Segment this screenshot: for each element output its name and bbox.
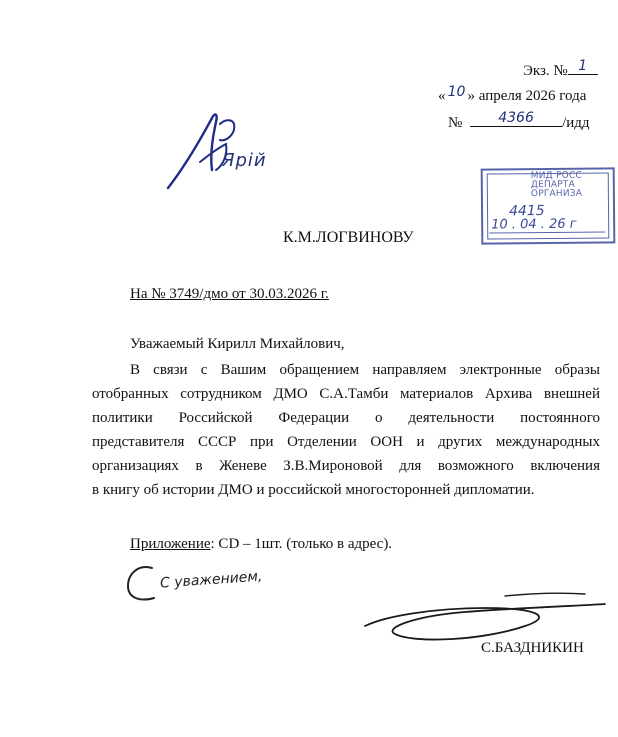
reference-line: На № 3749/дмо от 30.03.2026 г.	[130, 286, 329, 302]
date-open-quote: «	[438, 88, 446, 104]
body-line: организациях в Женеве З.В.Мироновой для возможного включения	[92, 458, 600, 474]
stamp-line-2: ДЕПАРТА	[530, 179, 575, 191]
stamp-date: 10 . 04 . 26 г	[491, 216, 577, 233]
signer-name: С.БАЗДНИКИН	[481, 640, 584, 656]
date-day-blank	[446, 84, 468, 100]
closing-handwritten: С уважением,	[159, 568, 263, 592]
copy-number: 1	[578, 58, 588, 74]
attachment-label: Приложение	[130, 536, 211, 552]
date-line	[438, 84, 586, 106]
letter-body	[92, 358, 600, 502]
reg-number-line	[448, 110, 590, 133]
body-line: отобранных сотрудником ДМО С.А.Тамби материалов Архива внешней	[92, 386, 600, 402]
resolution-text: Ярій	[222, 150, 267, 171]
body-line: политики Российской Федерации о деятельности постоянного	[92, 410, 600, 426]
reg-number-blank	[470, 110, 562, 127]
copy-number-blank	[568, 58, 598, 75]
attachment-text: : CD – 1шт. (только в адрес).	[210, 536, 393, 552]
date-rest: » апреля 2026 года	[467, 88, 587, 104]
reg-suffix: /идд	[562, 115, 590, 131]
stamp-number: 4415	[508, 203, 545, 220]
body-line: В связи с Вашим обращением направляем электронные образы	[130, 362, 600, 378]
date-day: 10	[447, 84, 466, 100]
registration-stamp	[481, 167, 616, 244]
reg-number: 4366	[498, 110, 534, 126]
stamp-line-1: МИД РОСС	[530, 170, 582, 182]
copy-label: Экз. №	[523, 63, 568, 79]
attachment-line	[130, 534, 392, 554]
copy-number-line	[523, 58, 598, 81]
body-line: в книгу об истории ДМО и российской многосторонней дипломатии.	[92, 482, 535, 498]
addressee: К.М.ЛОГВИНОВУ	[283, 229, 414, 246]
body-line: представителя СССР при Отделении ООН и других международных	[92, 434, 600, 450]
greeting: Уважаемый Кирилл Михайлович,	[130, 336, 345, 352]
stamp-line-3: ОРГАНИЗА	[530, 188, 583, 200]
reg-no-label: №	[448, 115, 463, 131]
